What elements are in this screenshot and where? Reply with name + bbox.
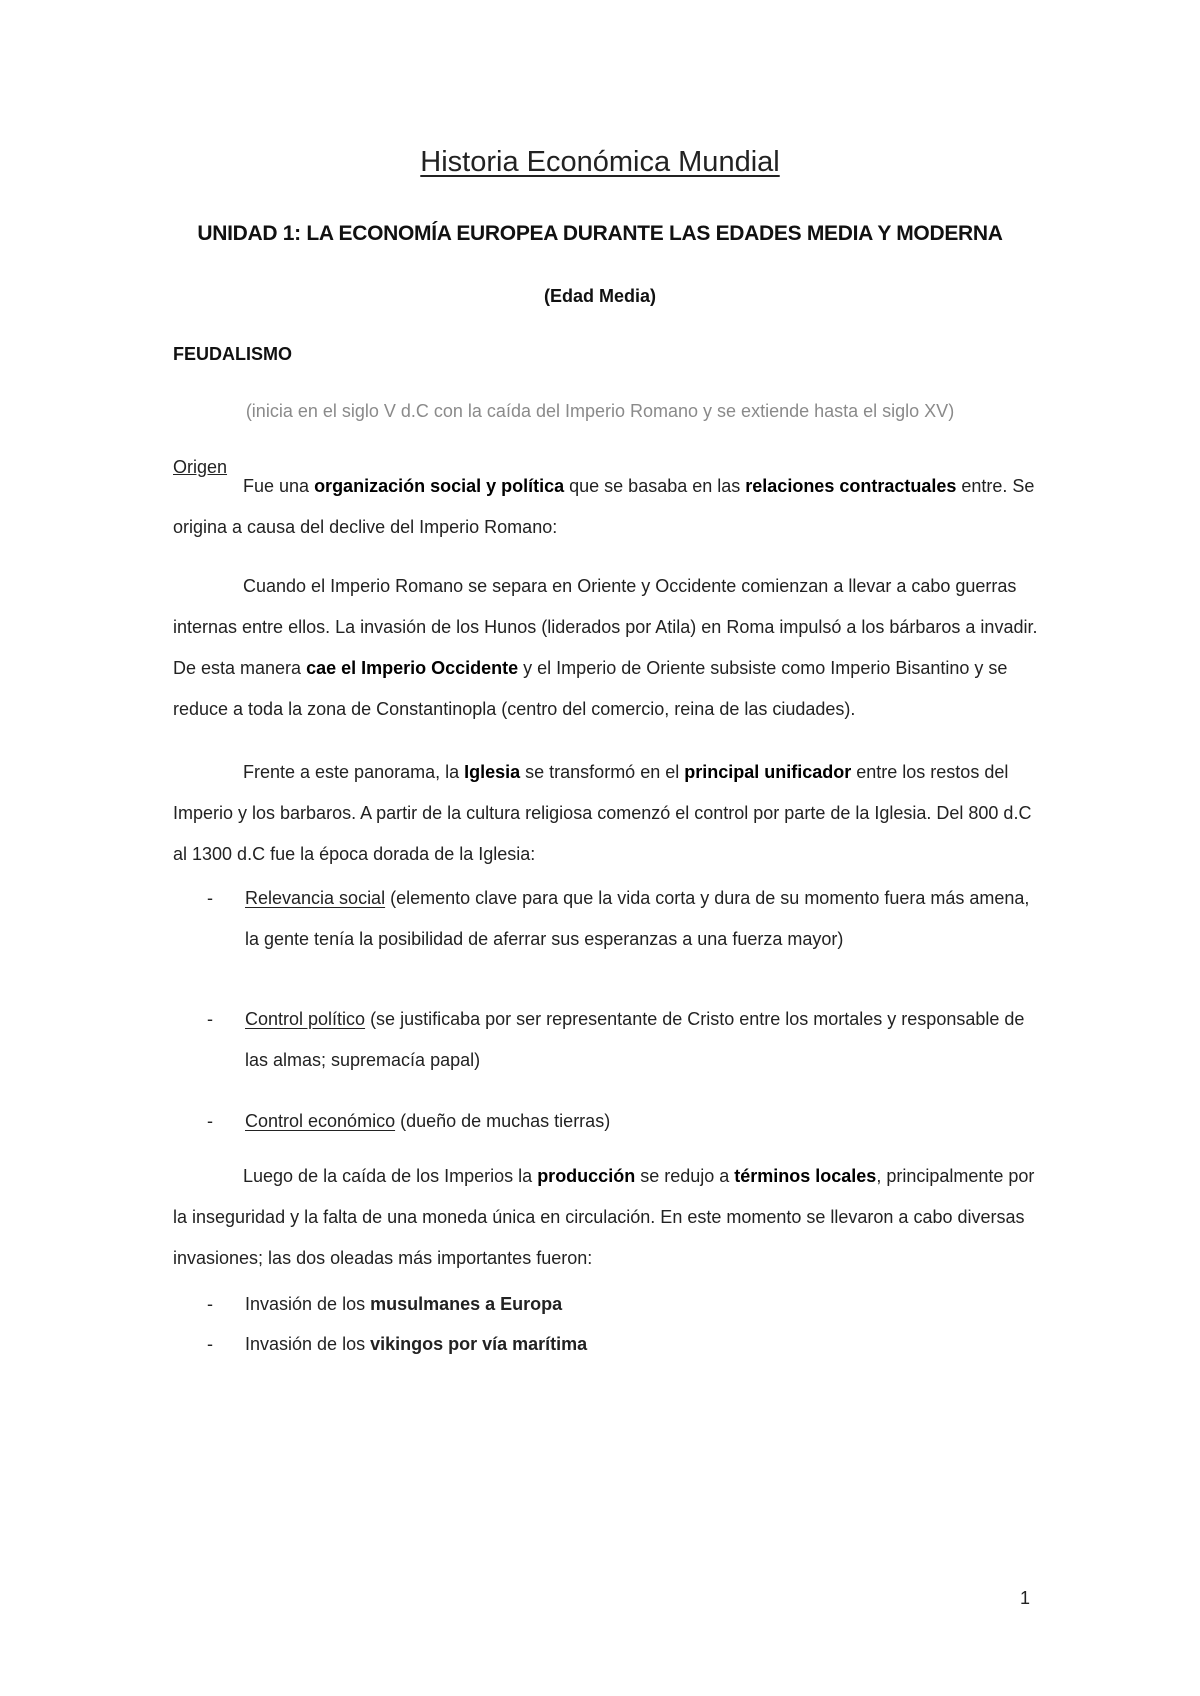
paragraph-text: entre los restos del Imperio y los barbaros. A partir de la cultura religiosa comenzó el control por parte de la Iglesia. Del 800 d.C al 1300 d.C fue la época dorada de la Iglesia: xyxy=(173,762,1032,864)
list-item xyxy=(207,1324,1037,1365)
list-item-text: (dueño de muchas tierras) xyxy=(395,1111,611,1131)
paragraph-text: y el Imperio de Oriente subsiste como Imperio Bisantino y se reduce a toda la zona de Constantinopla (centro del comercio, reina de las ciudades). xyxy=(173,658,1008,719)
list-item xyxy=(207,999,1037,1081)
paragraph-text: , principalmente por la inseguridad y la falta de una moneda única en circulación. En este momento se llevaron a cabo diversas invasiones; las dos oleadas más importantes fueron: xyxy=(173,1166,1035,1268)
list-item xyxy=(207,878,1037,960)
list-item-text: Invasión de los xyxy=(245,1294,371,1314)
bold-term: Iglesia xyxy=(464,762,521,782)
paragraph-text: Cuando el Imperio Romano se separa en Oriente y Occidente comienzan a llevar a cabo guerras internas entre ellos. La invasión de los Hunos (liderados por Atila) en Roma impulsó a los bárbaros a invadir. De esta manera xyxy=(173,576,1038,678)
paragraph-text: Frente a este panorama, la xyxy=(243,762,465,782)
paragraph-text: se transformó en el xyxy=(520,762,685,782)
bold-term: principal unificador xyxy=(684,762,852,782)
paragraph-text: entre. Se origina a causa del declive del Imperio Romano: xyxy=(173,476,1035,537)
unit-heading: UNIDAD 1: LA ECONOMÍA EUROPEA DURANTE LAS EDADES MEDIA Y MODERNA xyxy=(197,222,1003,245)
paragraph-empire-split xyxy=(173,566,1043,730)
list-dash: - xyxy=(207,1294,213,1314)
list-dash: - xyxy=(207,1334,213,1354)
document-title: Historia Económica Mundial xyxy=(420,146,780,178)
section-subtitle: (inicia en el siglo V d.C con la caída del Imperio Romano y se extiende hasta el siglo XV) xyxy=(245,401,955,421)
list-dash: - xyxy=(207,1111,213,1131)
list-item-text: (elemento clave para que la vida corta y dura de su momento fuera más amena, la gente tenía la posibilidad de aferrar sus esperanzas a una fuerza mayor) xyxy=(245,888,1030,949)
bold-term: relaciones contractuales xyxy=(745,476,957,496)
paragraph-text: se redujo a xyxy=(635,1166,735,1186)
paragraph-origin xyxy=(173,466,1043,548)
paragraph-text: Fue una xyxy=(243,476,315,496)
bold-term: cae el Imperio Occidente xyxy=(306,658,519,678)
list-dash: - xyxy=(207,888,213,908)
period-heading: (Edad Media) xyxy=(543,286,656,306)
list-item-text: (se justificaba por ser representante de Cristo entre los mortales y responsable de las almas; supremacía papal) xyxy=(245,1009,1025,1070)
paragraph-church xyxy=(173,752,1043,875)
list-item xyxy=(207,1284,1037,1325)
origen-heading: Origen xyxy=(173,457,228,477)
bold-term: términos locales xyxy=(734,1166,877,1186)
section-heading: FEUDALISMO xyxy=(173,344,292,364)
bold-term: producción xyxy=(537,1166,636,1186)
bold-term: organización social y política xyxy=(314,476,565,496)
paragraph-text: que se basaba en las xyxy=(564,476,746,496)
list-item-label: Control político xyxy=(245,1009,366,1029)
list-item-text: Invasión de los xyxy=(245,1334,371,1354)
bold-term: musulmanes a Europa xyxy=(370,1294,563,1314)
bold-term: vikingos por vía marítima xyxy=(370,1334,588,1354)
list-item xyxy=(207,1101,1037,1142)
list-dash: - xyxy=(207,1009,213,1029)
page-number: 1 xyxy=(1020,1588,1031,1608)
paragraph-production xyxy=(173,1156,1043,1279)
list-item-label: Relevancia social xyxy=(245,888,386,908)
list-item-label: Control económico xyxy=(245,1111,396,1131)
paragraph-text: Luego de la caída de los Imperios la xyxy=(243,1166,538,1186)
